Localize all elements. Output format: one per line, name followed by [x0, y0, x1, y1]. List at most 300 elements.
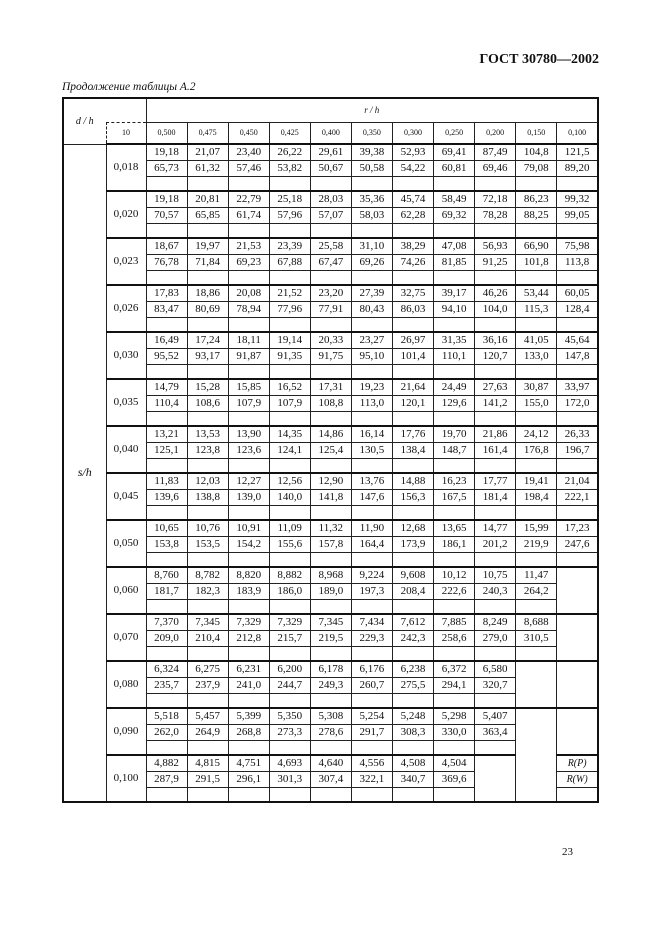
table-cell: 80,43 — [351, 301, 392, 317]
table-cell — [475, 646, 516, 661]
table-row — [63, 426, 598, 442]
table-cell: 121,5 — [557, 144, 598, 160]
table-cell — [557, 724, 598, 740]
sh-label: s/h — [63, 144, 106, 802]
table-cell: 72,18 — [475, 191, 516, 207]
table-cell: 247,6 — [557, 536, 598, 552]
table-cell: 95,52 — [146, 348, 187, 364]
table-cell — [434, 646, 475, 661]
table-cell: 128,4 — [557, 301, 598, 317]
table-cell: 153,8 — [146, 536, 187, 552]
table-cell: 291,5 — [187, 771, 228, 787]
table-cell: 78,94 — [228, 301, 269, 317]
table-cell: 147,8 — [557, 348, 598, 364]
table-cell: 21,04 — [557, 473, 598, 489]
table-cell — [351, 740, 392, 755]
table-cell: 7,370 — [146, 614, 187, 630]
column-header: 0,350 — [351, 122, 392, 144]
table-cell: 183,9 — [228, 583, 269, 599]
table-cell: 7,345 — [187, 614, 228, 630]
table-cell: 10,65 — [146, 520, 187, 536]
table-cell: 8,882 — [269, 567, 310, 583]
table-cell — [187, 505, 228, 520]
table-cell — [557, 505, 598, 520]
table-cell — [475, 411, 516, 426]
table-cell: 157,8 — [310, 536, 351, 552]
table-cell — [434, 317, 475, 332]
table-cell: 120,1 — [392, 395, 433, 411]
table-cell — [351, 458, 392, 473]
table-cell — [516, 317, 557, 332]
table-cell: 53,44 — [516, 285, 557, 301]
table-cell: 14,79 — [146, 379, 187, 395]
s-value: 0,040 — [106, 426, 146, 473]
table-cell — [146, 411, 187, 426]
table-cell: 5,407 — [475, 708, 516, 724]
table-cell: 222,6 — [434, 583, 475, 599]
table-cell: 10,12 — [434, 567, 475, 583]
table-cell: 133,0 — [516, 348, 557, 364]
table-cell — [310, 787, 351, 802]
table-cell — [351, 787, 392, 802]
table-cell: 12,03 — [187, 473, 228, 489]
table-cell: 32,75 — [392, 285, 433, 301]
table-cell — [351, 270, 392, 285]
table-cell: 296,1 — [228, 771, 269, 787]
table-cell: 89,20 — [557, 160, 598, 176]
table-cell — [269, 787, 310, 802]
table-cell: 4,751 — [228, 755, 269, 771]
table-cell — [351, 646, 392, 661]
table-cell — [516, 787, 557, 802]
table-cell — [310, 599, 351, 614]
table-cell: 20,33 — [310, 332, 351, 348]
table-cell — [351, 411, 392, 426]
table-cell — [516, 661, 557, 677]
table-cell — [187, 364, 228, 379]
table-cell — [475, 458, 516, 473]
table-cell: 60,81 — [434, 160, 475, 176]
table-cell: 86,23 — [516, 191, 557, 207]
table-cell: 58,49 — [434, 191, 475, 207]
table-cell — [475, 771, 516, 787]
table-cell: 19,41 — [516, 473, 557, 489]
table-cell — [516, 740, 557, 755]
table-cell: 91,87 — [228, 348, 269, 364]
table-cell: 69,46 — [475, 160, 516, 176]
table-cell — [146, 176, 187, 191]
s-value: 0,090 — [106, 708, 146, 755]
table-cell: 25,58 — [310, 238, 351, 254]
resistance-label: R(P) — [557, 755, 598, 771]
table-cell: 78,28 — [475, 207, 516, 223]
table-cell: 19,23 — [351, 379, 392, 395]
table-cell: 260,7 — [351, 677, 392, 693]
table-cell: 25,18 — [269, 191, 310, 207]
table-cell: 45,64 — [557, 332, 598, 348]
table-cell — [228, 458, 269, 473]
table-cell: 28,03 — [310, 191, 351, 207]
table-cell: 237,9 — [187, 677, 228, 693]
table-cell: 139,0 — [228, 489, 269, 505]
table-cell: 7,434 — [351, 614, 392, 630]
table-cell — [392, 270, 433, 285]
table-cell — [146, 317, 187, 332]
table-cell: 201,2 — [475, 536, 516, 552]
table-cell — [146, 787, 187, 802]
table-cell: 93,17 — [187, 348, 228, 364]
table-cell: 69,41 — [434, 144, 475, 160]
table-cell — [187, 552, 228, 567]
table-cell: 115,3 — [516, 301, 557, 317]
column-header: 0,500 — [146, 122, 187, 144]
table-cell: 14,88 — [392, 473, 433, 489]
table-cell: 15,28 — [187, 379, 228, 395]
table-cell: 17,83 — [146, 285, 187, 301]
table-cell — [475, 364, 516, 379]
table-cell — [557, 223, 598, 238]
table-cell — [434, 458, 475, 473]
table-cell: 39,38 — [351, 144, 392, 160]
table-cell: 56,93 — [475, 238, 516, 254]
table-cell — [557, 614, 598, 630]
table-cell: 104,8 — [516, 144, 557, 160]
table-cell — [516, 458, 557, 473]
table-cell: 53,82 — [269, 160, 310, 176]
table-cell: 91,25 — [475, 254, 516, 270]
table-row — [63, 473, 598, 489]
table-cell: 30,87 — [516, 379, 557, 395]
table-cell — [187, 740, 228, 755]
table-cell — [434, 552, 475, 567]
table-cell — [310, 552, 351, 567]
table-cell: 241,0 — [228, 677, 269, 693]
table-row — [63, 661, 598, 677]
table-cell — [434, 270, 475, 285]
table-cell: 26,33 — [557, 426, 598, 442]
table-cell — [557, 787, 598, 802]
table-cell — [351, 552, 392, 567]
table-cell: 5,518 — [146, 708, 187, 724]
table-cell: 229,3 — [351, 630, 392, 646]
table-cell — [269, 270, 310, 285]
table-cell: 17,23 — [557, 520, 598, 536]
table-cell — [187, 787, 228, 802]
table-cell: 10,91 — [228, 520, 269, 536]
table-cell: 294,1 — [434, 677, 475, 693]
table-cell: 164,4 — [351, 536, 392, 552]
table-cell: 138,4 — [392, 442, 433, 458]
table-cell — [228, 505, 269, 520]
table-cell: 6,200 — [269, 661, 310, 677]
table-cell: 29,61 — [310, 144, 351, 160]
table-cell — [310, 646, 351, 661]
table-cell — [475, 223, 516, 238]
table-cell: 222,1 — [557, 489, 598, 505]
table-cell: 21,64 — [392, 379, 433, 395]
table-cell — [269, 505, 310, 520]
table-row — [63, 332, 598, 348]
table-cell: 14,77 — [475, 520, 516, 536]
table-cell — [228, 176, 269, 191]
table-cell: 369,6 — [434, 771, 475, 787]
table-cell: 258,6 — [434, 630, 475, 646]
table-cell: 310,5 — [516, 630, 557, 646]
table-cell: 363,4 — [475, 724, 516, 740]
s-value: 0,045 — [106, 473, 146, 520]
table-cell — [516, 223, 557, 238]
table-cell: 70,57 — [146, 207, 187, 223]
table-cell — [269, 646, 310, 661]
table-cell: 18,11 — [228, 332, 269, 348]
table-cell — [187, 693, 228, 708]
table-cell: 18,67 — [146, 238, 187, 254]
table-cell — [516, 646, 557, 661]
table-cell: 291,7 — [351, 724, 392, 740]
table-cell: 17,31 — [310, 379, 351, 395]
table-row — [63, 755, 598, 771]
table-cell: 196,7 — [557, 442, 598, 458]
table-cell: 75,98 — [557, 238, 598, 254]
table-cell: 21,07 — [187, 144, 228, 160]
table-cell — [434, 505, 475, 520]
table-cell: 79,08 — [516, 160, 557, 176]
table-cell: 173,9 — [392, 536, 433, 552]
table-cell: 67,88 — [269, 254, 310, 270]
table-cell — [557, 661, 598, 677]
table-cell — [557, 677, 598, 693]
table-cell: 17,24 — [187, 332, 228, 348]
table-cell: 18,86 — [187, 285, 228, 301]
table-row — [63, 379, 598, 395]
table-cell: 322,1 — [351, 771, 392, 787]
table-cell — [516, 599, 557, 614]
table-cell: 19,14 — [269, 332, 310, 348]
table-cell — [146, 552, 187, 567]
table-cell: 46,26 — [475, 285, 516, 301]
table-cell: 130,5 — [351, 442, 392, 458]
table-row — [63, 520, 598, 536]
column-header: 0,250 — [434, 122, 475, 144]
table-cell: 12,27 — [228, 473, 269, 489]
table-cell: 17,77 — [475, 473, 516, 489]
table-cell: 23,39 — [269, 238, 310, 254]
table-cell: 81,85 — [434, 254, 475, 270]
table-cell: 110,4 — [146, 395, 187, 411]
column-header: 0,450 — [228, 122, 269, 144]
table-cell: 21,86 — [475, 426, 516, 442]
table-cell: 340,7 — [392, 771, 433, 787]
table-cell: 35,36 — [351, 191, 392, 207]
table-cell: 108,8 — [310, 395, 351, 411]
table-cell: 19,18 — [146, 144, 187, 160]
dh-header: d / h — [63, 98, 106, 144]
table-cell — [269, 317, 310, 332]
table-cell — [392, 411, 433, 426]
s-value: 0,030 — [106, 332, 146, 379]
table-cell: 50,67 — [310, 160, 351, 176]
table-cell — [557, 567, 598, 583]
column-header: 0,300 — [392, 122, 433, 144]
table-cell: 69,32 — [434, 207, 475, 223]
table-cell: 7,612 — [392, 614, 433, 630]
table-row — [63, 238, 598, 254]
table-cell: 279,0 — [475, 630, 516, 646]
table-cell: 249,3 — [310, 677, 351, 693]
table-cell — [557, 599, 598, 614]
table-cell: 62,28 — [392, 207, 433, 223]
rh-header: r / h — [146, 98, 598, 122]
table-cell: 88,25 — [516, 207, 557, 223]
table-cell: 264,9 — [187, 724, 228, 740]
table-cell: 120,7 — [475, 348, 516, 364]
table-cell — [557, 630, 598, 646]
table-cell — [516, 724, 557, 740]
table-cell — [269, 599, 310, 614]
table-cell — [269, 740, 310, 755]
table-cell: 33,97 — [557, 379, 598, 395]
table-cell: 181,7 — [146, 583, 187, 599]
table-cell: 262,0 — [146, 724, 187, 740]
column-header: 0,150 — [516, 122, 557, 144]
table-cell: 8,760 — [146, 567, 187, 583]
table-cell: 21,52 — [269, 285, 310, 301]
table-cell — [228, 411, 269, 426]
table-cell — [310, 270, 351, 285]
table-cell — [516, 176, 557, 191]
table-cell: 19,70 — [434, 426, 475, 442]
table-cell: 58,03 — [351, 207, 392, 223]
table-cell — [310, 317, 351, 332]
table-cell: 99,05 — [557, 207, 598, 223]
table-cell — [475, 599, 516, 614]
table-cell — [516, 270, 557, 285]
table-cell — [269, 411, 310, 426]
table-cell: 13,53 — [187, 426, 228, 442]
table-cell — [516, 708, 557, 724]
table-cell: 5,350 — [269, 708, 310, 724]
table-cell — [557, 740, 598, 755]
table-cell: 6,178 — [310, 661, 351, 677]
table-cell — [187, 317, 228, 332]
column-header: 0,200 — [475, 122, 516, 144]
table-cell: 161,4 — [475, 442, 516, 458]
table-cell: 11,83 — [146, 473, 187, 489]
table-cell — [146, 599, 187, 614]
table-cell: 69,23 — [228, 254, 269, 270]
table-cell — [351, 176, 392, 191]
table-cell: 94,10 — [434, 301, 475, 317]
table-cell: 107,9 — [269, 395, 310, 411]
table-cell: 156,3 — [392, 489, 433, 505]
table-cell: 87,49 — [475, 144, 516, 160]
table-cell — [351, 317, 392, 332]
table-cell: 275,5 — [392, 677, 433, 693]
table-cell: 31,35 — [434, 332, 475, 348]
table-cell — [557, 317, 598, 332]
table-cell — [310, 740, 351, 755]
table-cell: 189,0 — [310, 583, 351, 599]
table-cell: 4,882 — [146, 755, 187, 771]
table-cell: 139,6 — [146, 489, 187, 505]
table-cell: 278,6 — [310, 724, 351, 740]
table-cell: 167,5 — [434, 489, 475, 505]
table-cell: 104,0 — [475, 301, 516, 317]
table-cell: 57,96 — [269, 207, 310, 223]
table-cell: 23,27 — [351, 332, 392, 348]
table-cell: 20,08 — [228, 285, 269, 301]
table-cell: 107,9 — [228, 395, 269, 411]
table-cell — [310, 364, 351, 379]
table-cell — [557, 364, 598, 379]
table-cell: 69,26 — [351, 254, 392, 270]
table-cell: 20,81 — [187, 191, 228, 207]
table-cell — [146, 505, 187, 520]
table-cell — [516, 552, 557, 567]
table-cell: 6,238 — [392, 661, 433, 677]
table-cell: 124,1 — [269, 442, 310, 458]
table-cell: 4,508 — [392, 755, 433, 771]
table-cell: 61,74 — [228, 207, 269, 223]
table-cell: 8,782 — [187, 567, 228, 583]
table-cell: 22,79 — [228, 191, 269, 207]
table-cell — [269, 176, 310, 191]
table-cell: 8,249 — [475, 614, 516, 630]
table-row — [63, 567, 598, 583]
table-cell — [516, 693, 557, 708]
table-cell: 99,32 — [557, 191, 598, 207]
table-cell: 50,58 — [351, 160, 392, 176]
table-cell: 15,85 — [228, 379, 269, 395]
table-cell — [392, 505, 433, 520]
table-cell: 320,7 — [475, 677, 516, 693]
table-cell — [228, 317, 269, 332]
table-cell: 27,39 — [351, 285, 392, 301]
ten-header: 10 — [106, 122, 146, 144]
table-cell: 155,6 — [269, 536, 310, 552]
table-cell — [434, 411, 475, 426]
table-cell — [146, 364, 187, 379]
table-cell — [269, 693, 310, 708]
table-cell: 244,7 — [269, 677, 310, 693]
table-cell: 24,49 — [434, 379, 475, 395]
table-cell: 16,14 — [351, 426, 392, 442]
table-cell: 13,65 — [434, 520, 475, 536]
table-cell — [475, 787, 516, 802]
table-cell — [475, 552, 516, 567]
column-header: 0,475 — [187, 122, 228, 144]
table-cell: 13,21 — [146, 426, 187, 442]
table-cell: 17,76 — [392, 426, 433, 442]
table-cell: 123,8 — [187, 442, 228, 458]
table-cell: 38,29 — [392, 238, 433, 254]
table-cell: 110,1 — [434, 348, 475, 364]
table-cell: 19,97 — [187, 238, 228, 254]
table-cell: 101,4 — [392, 348, 433, 364]
table-cell — [434, 223, 475, 238]
table-cell — [146, 458, 187, 473]
table-cell: 181,4 — [475, 489, 516, 505]
table-cell: 113,0 — [351, 395, 392, 411]
table-cell — [475, 505, 516, 520]
table-cell: 8,968 — [310, 567, 351, 583]
table-cell: 5,298 — [434, 708, 475, 724]
table-cell: 52,93 — [392, 144, 433, 160]
table-cell — [146, 740, 187, 755]
table-cell — [516, 677, 557, 693]
table-cell: 76,78 — [146, 254, 187, 270]
table-cell: 4,693 — [269, 755, 310, 771]
